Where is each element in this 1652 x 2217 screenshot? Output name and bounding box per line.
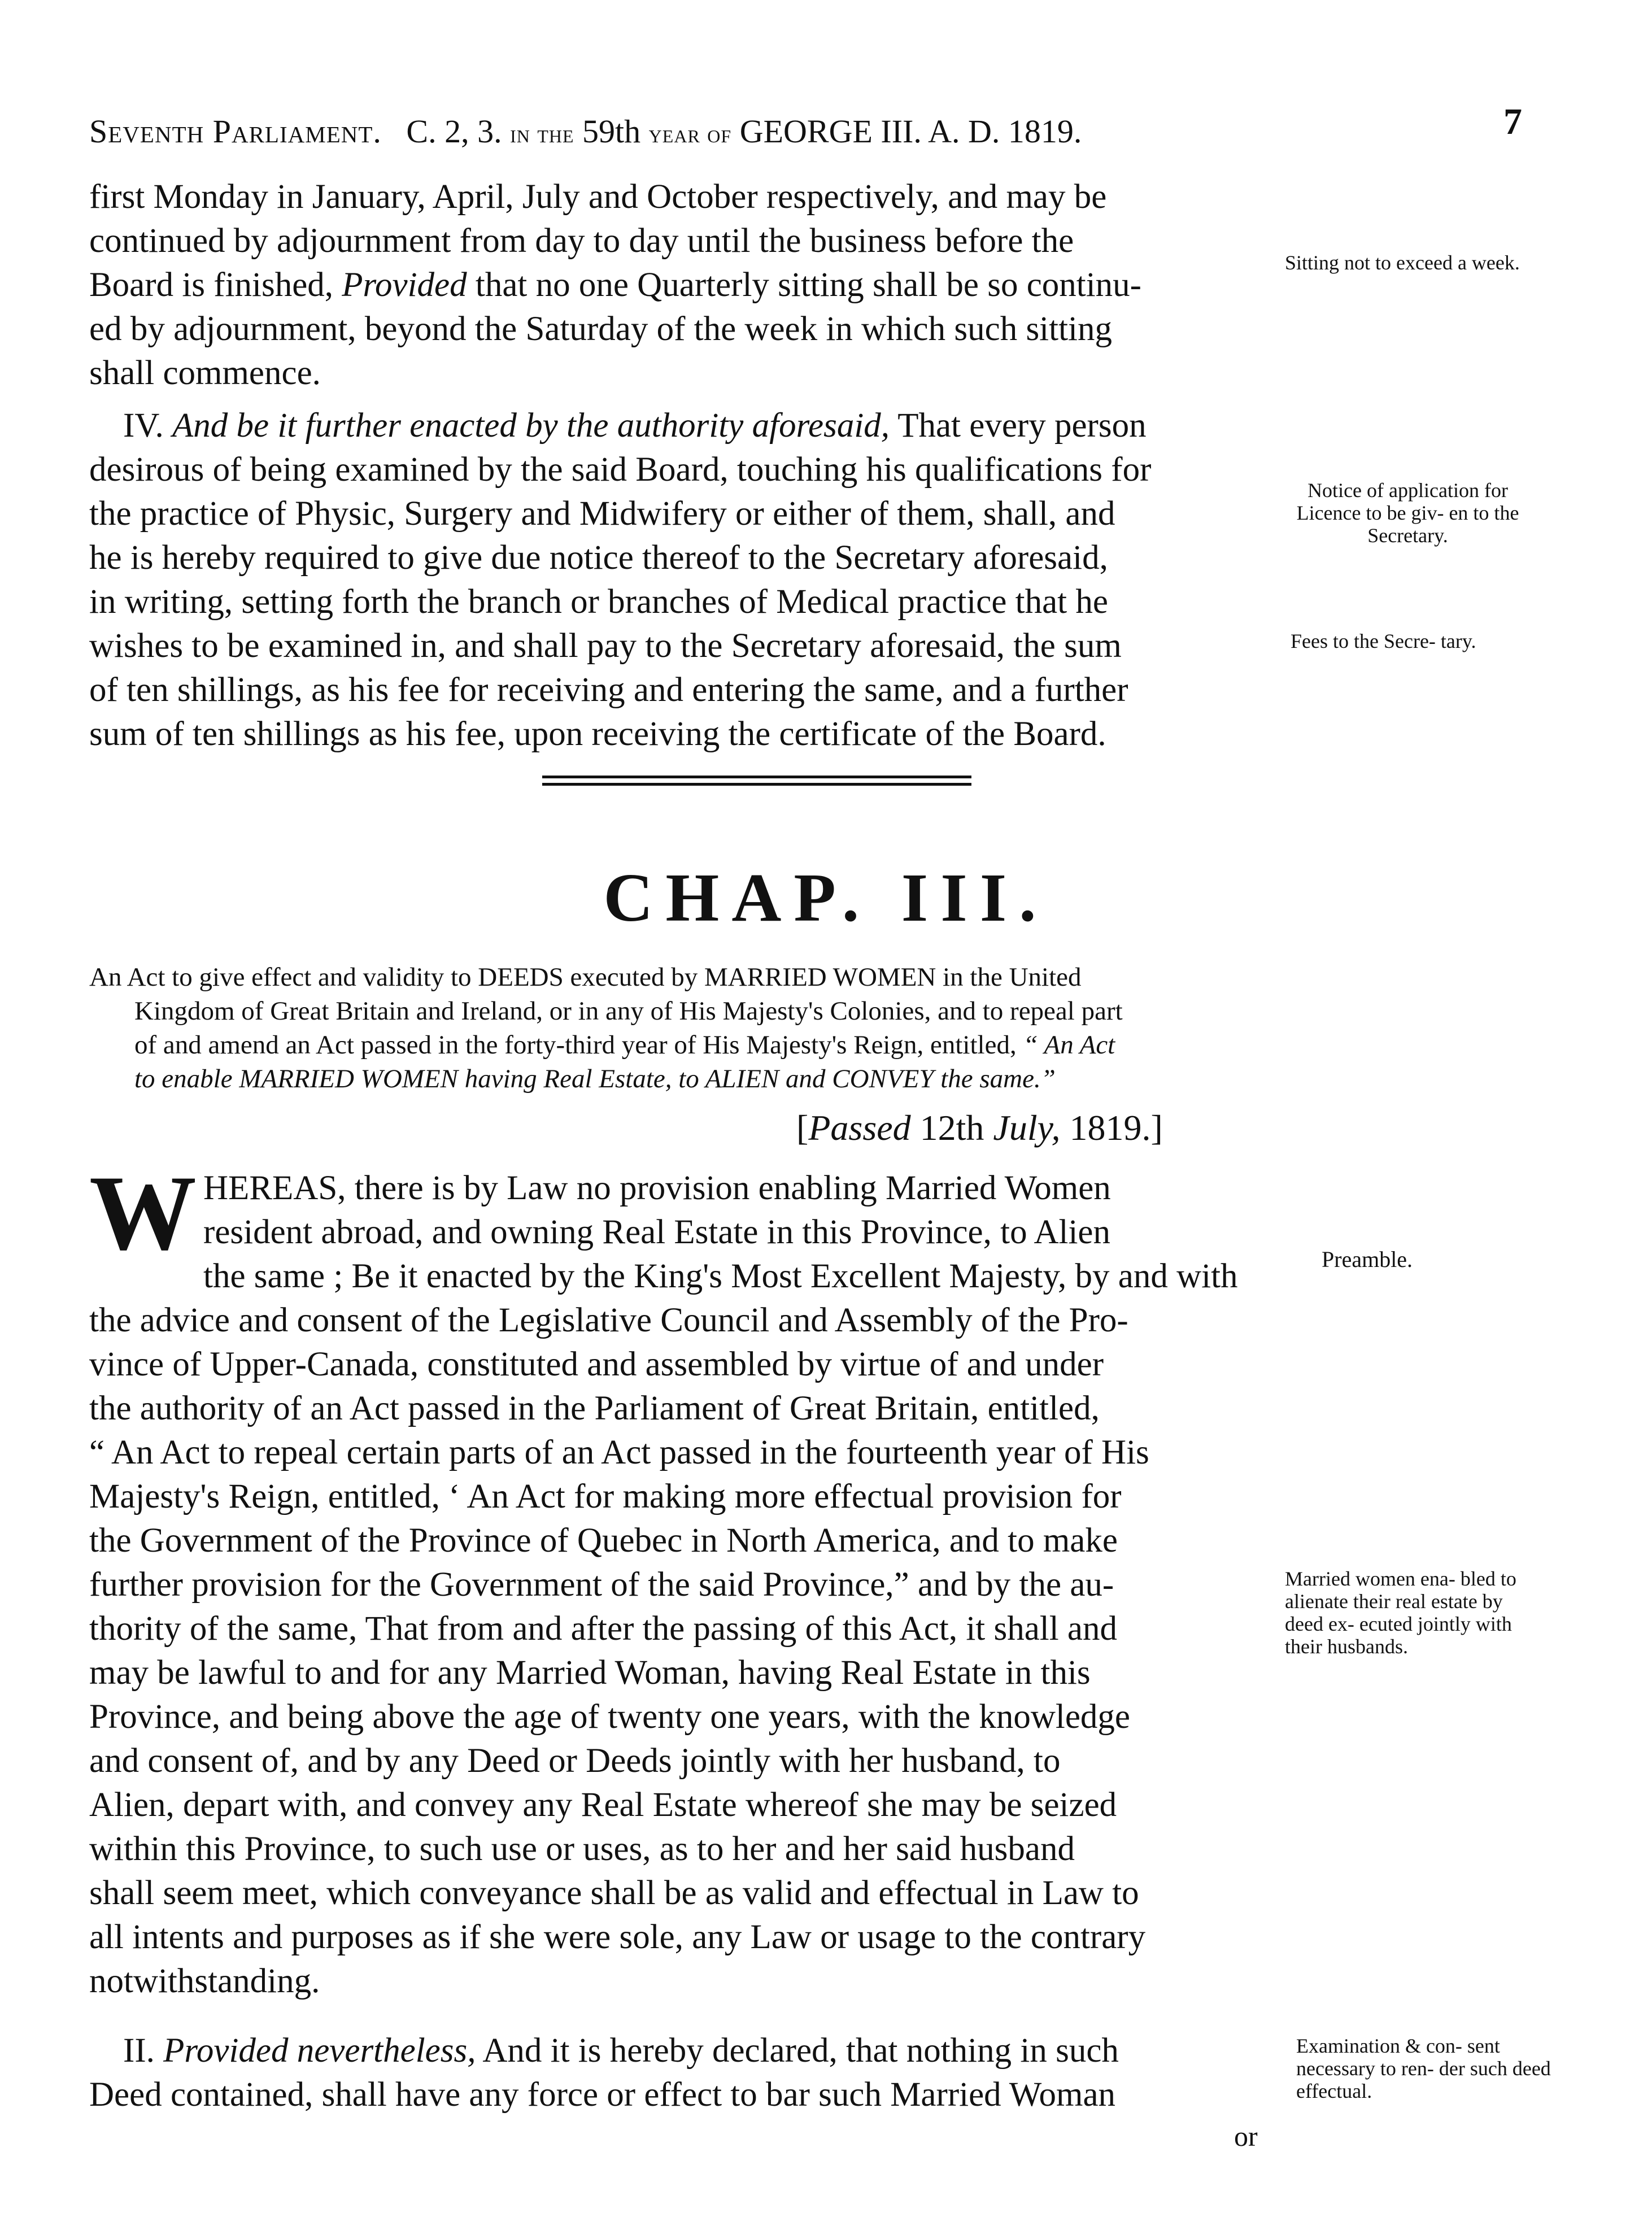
text-line: shall seem meet, which conveyance shall be as valid and effectual in Law to (89, 1874, 1139, 1912)
text-line: wishes to be examined in, and shall pay to the Secretary aforesaid, the sum (89, 627, 1122, 665)
catchword: or (1234, 2120, 1258, 2152)
text-line: vince of Upper-Canada, constituted and assembled by virtue of and under (89, 1345, 1104, 1383)
bracket: [ (796, 1108, 809, 1148)
act-title-line: Kingdom of Great Britain and Ireland, or in any of His Majesty's Colonies, and to repeal part (134, 996, 1123, 1026)
text-line: the advice and consent of the Legislative Council and Assembly of the Pro- (89, 1301, 1128, 1339)
text-line: the practice of Physic, Surgery and Midwifery or either of them, shall, and (89, 495, 1115, 533)
text-line: and consent of, and by any Deed or Deeds jointly with her husband, to (89, 1742, 1061, 1780)
act-title-line (89, 1062, 1275, 1096)
act-title-line: An Act to give effect and validity to DEEDS executed by MARRIED WOMEN in the United (89, 962, 1082, 992)
section-lead-italic: And be it further enacted by the authority aforesaid, (172, 407, 890, 445)
text-line: of ten shillings, as his fee for receiving and entering the same, and a further (89, 671, 1128, 709)
text-line: further provision for the Government of the said Province,” and by the au- (89, 1566, 1114, 1604)
header-in-the: in the (510, 119, 574, 148)
text-line (89, 263, 1270, 307)
text-fragment: And it is hereby declared, that nothing in such (482, 2032, 1119, 2070)
act-title-line (89, 1028, 1275, 1062)
text-line: Majesty's Reign, entitled, ‘ An Act for making more effectual provision for (89, 1478, 1122, 1515)
section-lead-italic: Provided nevertheless, (163, 2032, 476, 2070)
margin-note-preamble: Preamble. (1322, 1247, 1413, 1272)
header-year: 59th (582, 113, 641, 150)
section-ii (89, 2029, 1270, 2117)
text-line: Alien, depart with, and convey any Real Estate whereof she may be seized (89, 1786, 1117, 1824)
margin-note-notice: Notice of application for Licence to be giv- en to the Secretary. (1296, 479, 1519, 547)
drop-cap: W (89, 1154, 197, 1273)
margin-note-sitting: Sitting not to exceed a week. (1285, 251, 1520, 274)
act-title (89, 960, 1275, 1096)
text-line: in writing, setting forth the branch or branches of Medical practice that he (89, 583, 1108, 621)
act-title-italic: “ An Act (1023, 1030, 1115, 1060)
passed-day: 12th (919, 1108, 984, 1148)
header-king: GEORGE III. A. D. 1819. (739, 113, 1082, 150)
divider-rule (542, 776, 971, 790)
header-parliament: Seventh Parliament. (89, 113, 382, 150)
page-number: 7 (1503, 101, 1522, 142)
passed-year: 1819.] (1069, 1108, 1163, 1148)
chapter-title: CHAP. III. (603, 860, 1049, 936)
passed-italic: Passed (808, 1108, 911, 1148)
text-line: thority of the same, That from and after the passing of this Act, it shall and (89, 1610, 1117, 1648)
header-year-of: year of (648, 119, 732, 148)
text-line (89, 404, 1270, 448)
text-line: ed by adjournment, beyond the Saturday of the week in which such sitting (89, 310, 1112, 348)
passed-month: July, (993, 1108, 1061, 1148)
preamble (89, 1154, 1270, 2003)
text-line: resident abroad, and owning Real Estate in this Province, to Alien (203, 1213, 1110, 1251)
text-line: all intents and purposes as if she were sole, any Law or usage to the contrary (89, 1918, 1146, 1956)
act-title-italic: to enable MARRIED WOMEN having Real Estate, to ALIEN and CONVEY the same.” (134, 1064, 1056, 1094)
text-fragment: of and amend an Act passed in the forty-third year of His Majesty's Reign, entitled, (134, 1030, 1017, 1060)
text-line: may be lawful to and for any Married Woman, having Real Estate in this (89, 1654, 1091, 1692)
text-fragment: That every person (897, 407, 1147, 445)
text-line: he is hereby required to give due notice thereof to the Secretary aforesaid, (89, 539, 1108, 577)
passed-date (796, 1107, 1163, 1149)
text-line: notwithstanding. (89, 1962, 320, 2000)
section-iv (89, 404, 1270, 756)
running-head (89, 106, 1546, 157)
text-line: continued by adjournment from day to day until the business before the (89, 222, 1074, 260)
section-number: IV. (123, 407, 164, 445)
text-fragment: Board is finished, (89, 266, 334, 304)
text-line: Deed contained, shall have any force or effect to bar such Married Woman (89, 2076, 1116, 2114)
section-number: II. (123, 2032, 155, 2070)
text-line: “ An Act to repeal certain parts of an Act passed in the fourteenth year of His (89, 1434, 1149, 1471)
provided-italic: Provided (342, 266, 467, 304)
text-line: HEREAS, there is by Law no provision enabling Married Women (203, 1169, 1111, 1207)
text-line: the same ; Be it enacted by the King's Most Excellent Majesty, by and with (203, 1257, 1238, 1295)
text-line: the authority of an Act passed in the Parliament of Great Britain, entitled, (89, 1390, 1100, 1427)
text-line: desirous of being examined by the said Board, touching his qualifications for (89, 451, 1152, 489)
margin-note-examination: Examination & con- sent necessary to ren- der such deed effectual. (1296, 2035, 1551, 2102)
text-line: Province, and being above the age of twenty one years, with the knowledge (89, 1698, 1130, 1736)
text-line (89, 2029, 1270, 2073)
text-fragment: that no one Quarterly sitting shall be so continu- (475, 266, 1141, 304)
margin-note-fees: Fees to the Secre- tary. (1291, 630, 1476, 652)
header-chapter: C. 2, 3. (406, 113, 502, 150)
text-line: shall commence. (89, 354, 321, 392)
text-line: within this Province, to such use or uses, as to her and her said husband (89, 1830, 1075, 1868)
margin-note-married-women: Married women ena- bled to alienate their real estate by deed ex- ecuted jointly with their husbands. (1285, 1567, 1516, 1658)
section-top (89, 175, 1270, 395)
text-line: the Government of the Province of Quebec in North America, and to make (89, 1522, 1118, 1560)
text-line: first Monday in January, April, July and October respectively, and may be (89, 178, 1107, 216)
text-line: sum of ten shillings as his fee, upon receiving the certificate of the Board. (89, 715, 1106, 753)
